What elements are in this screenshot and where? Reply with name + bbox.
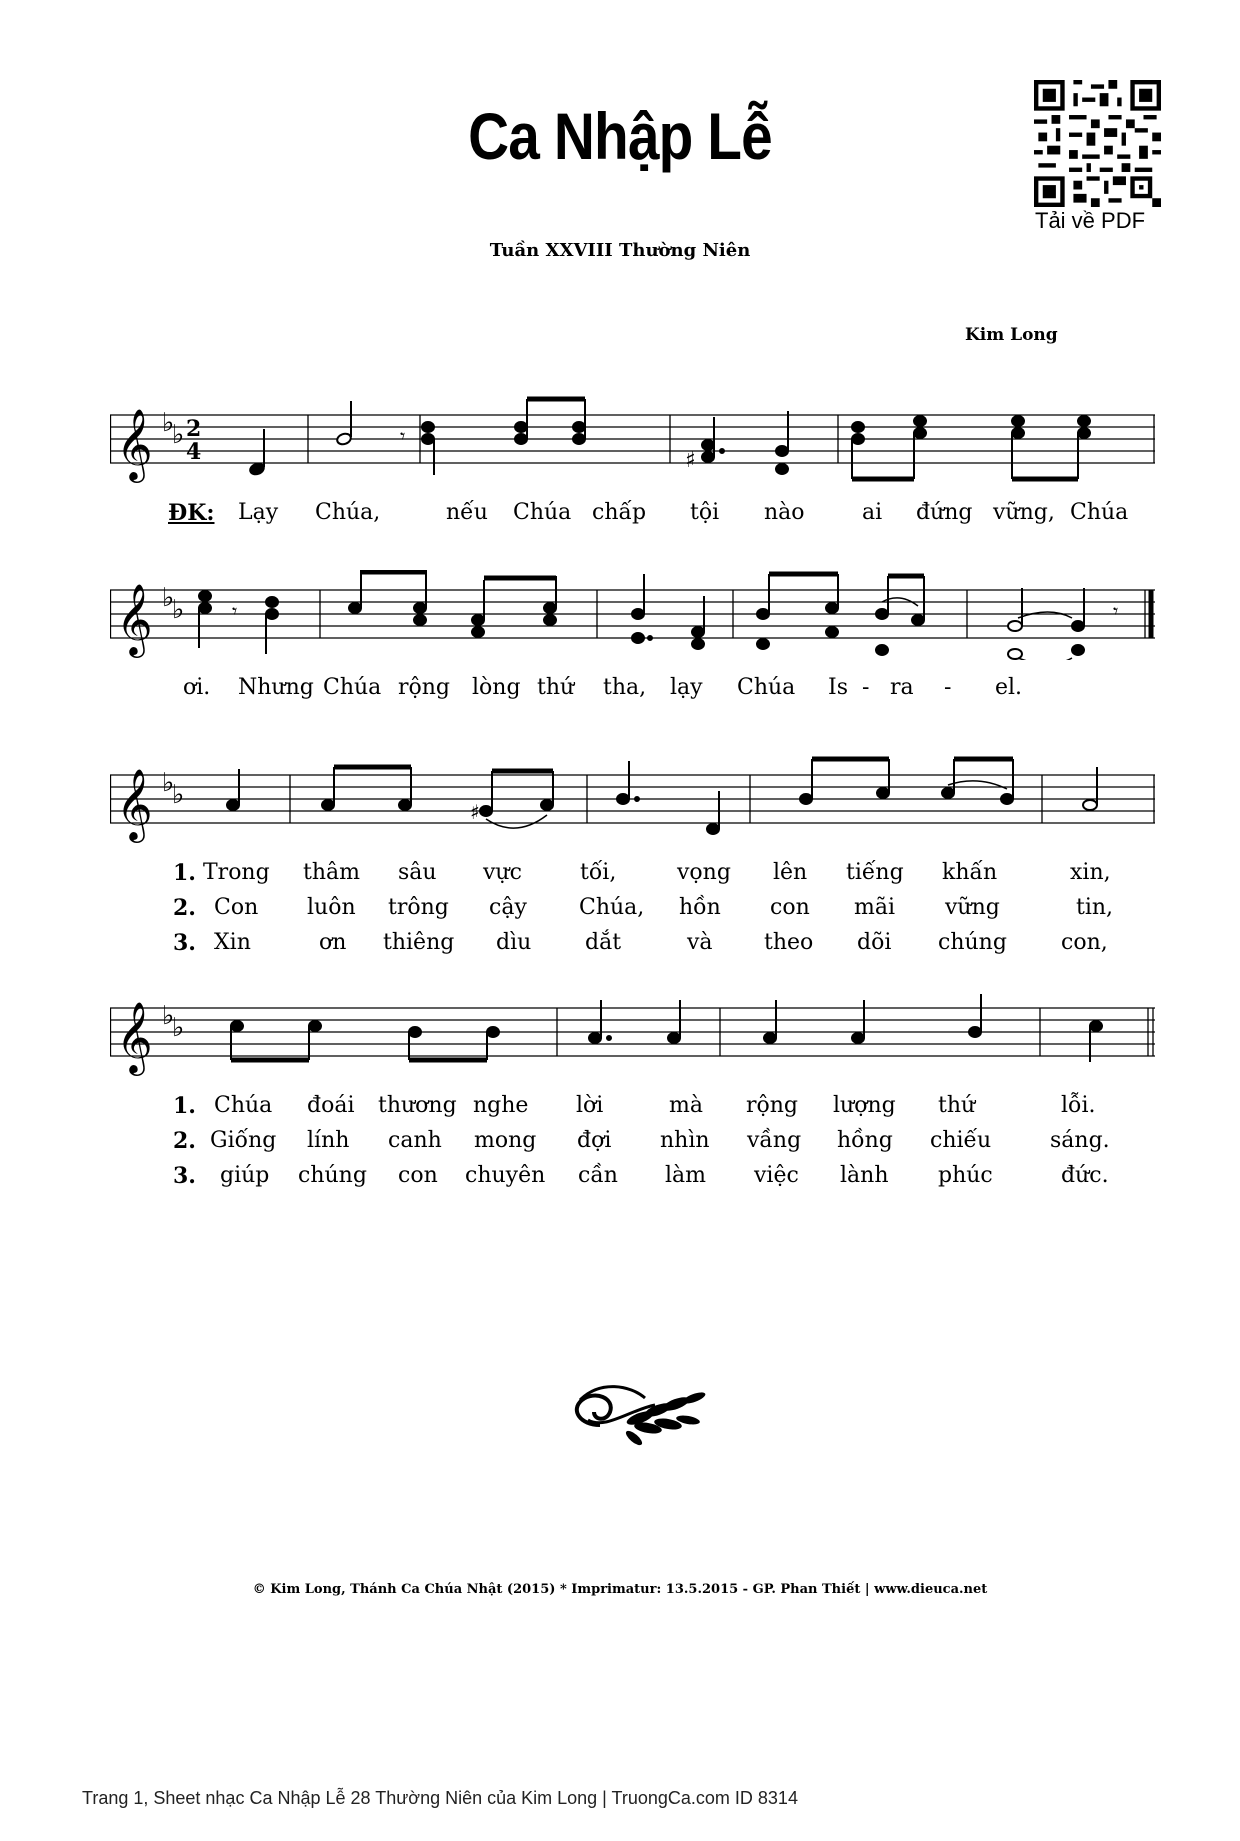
download-pdf-link[interactable]: Tải về PDF [1035,208,1146,233]
lyric-word: làm [665,1163,707,1188]
lyric-word: khấn [942,860,998,885]
qr-code-icon[interactable] [1034,80,1161,207]
staff-line-3 [110,755,1155,845]
lyric-word: Is [828,675,848,700]
verse-number: 2. [173,895,196,921]
staff-line-1 [110,395,1155,485]
lyric-word: mãi [854,895,896,920]
lyric-word: vững, [993,500,1055,525]
chorus-label: ĐK: [168,500,215,526]
lyric-word: rộng [746,1093,799,1118]
lyric-word: lời [576,1093,604,1118]
lyric-word: đứng [916,500,973,525]
lyric-word: hồng [837,1128,893,1153]
lyric-word: chúng [298,1163,367,1188]
lyric-word: chuyên [465,1163,546,1188]
lyric-word: ơn [319,930,347,955]
lyric-word: vực [483,860,522,885]
page-info: Trang 1, Sheet nhạc Ca Nhập Lễ 28 Thường Niên của Kim Long | TruongCa.com ID 8314 [82,1788,798,1808]
svg-text:♭: ♭ [172,420,185,450]
lyric-word: vững [945,895,1000,920]
ornament-icon [560,1380,720,1455]
lyric-word: luôn [307,895,356,920]
svg-text:𝄞: 𝄞 [116,1000,153,1073]
svg-text:𝄞: 𝄞 [116,767,153,840]
lyric-word: lính [307,1128,350,1153]
svg-text:♭: ♭ [162,768,175,798]
lyric-word: tội [690,500,720,525]
lyric-word: canh [388,1128,442,1153]
lyric-word: nghe [473,1093,529,1118]
lyric-word: lòng [472,675,521,700]
staff-line-2 [110,570,1155,660]
lyric-word: con [398,1163,438,1188]
lyric-word: lành [840,1163,889,1188]
lyric-word: hồn [679,895,721,920]
svg-text:♭: ♭ [162,583,175,613]
lyric-word: đợi [577,1128,612,1153]
svg-text:♭: ♭ [172,1013,185,1043]
lyric-word: sáng. [1050,1128,1110,1153]
lyric-word: thâm [303,860,360,885]
verse-number: 3. [173,1163,196,1189]
svg-text:♯: ♯ [470,800,480,824]
lyric-word: Nhưng [238,675,314,700]
lyric-word: theo [764,930,814,955]
lyric-word: tối, [580,860,617,885]
lyric-word: lên [773,860,808,885]
lyric-word: lỗi. [1061,1093,1096,1118]
lyric-word: đức. [1061,1163,1109,1188]
lyric-word: - [862,675,870,700]
lyric-word: sâu [398,860,437,885]
lyric-word: con [770,895,810,920]
lyric-word: Giống [210,1128,277,1153]
lyric-word: dìu [496,930,532,955]
verse-number: 1. [173,860,196,886]
lyric-word: Chúa [513,500,572,525]
lyric-word: el. [995,675,1023,700]
lyric-word: xin, [1070,860,1111,885]
lyric-word: thứ [537,675,575,700]
lyric-word: Chúa [1070,500,1129,525]
lyric-word: Xin [214,930,251,955]
lyric-word: ơi. [183,675,211,700]
lyric-word: cậy [489,895,527,920]
lyric-word: thứ [938,1093,976,1118]
song-subtitle: Tuần XXVIII Thường Niên [489,240,751,261]
lyric-word: tin, [1076,895,1114,920]
lyric-word: thương [378,1093,457,1118]
svg-text:♯: ♯ [685,448,696,473]
svg-text:𝄞: 𝄞 [116,407,153,480]
lyric-word: lượng [833,1093,896,1118]
lyric-word: thiêng [383,930,455,955]
verse-number: 2. [173,1128,196,1154]
svg-text:4: 4 [186,439,202,465]
lyric-word: tiếng [846,860,904,885]
svg-text:𝄞: 𝄞 [116,582,153,655]
verse-number: 3. [173,930,196,956]
lyric-word: rộng [398,675,451,700]
lyric-word: phúc [938,1163,993,1188]
lyric-word: chiếu [930,1128,992,1153]
svg-text:♭: ♭ [172,595,185,625]
svg-text:♭: ♭ [172,780,185,810]
lyric-word: dõi [857,930,892,955]
lyric-word: việc [754,1163,799,1188]
lyric-word: dắt [585,930,622,955]
lyric-word: - [944,675,952,700]
svg-text:♭: ♭ [162,408,175,438]
svg-text:♭: ♭ [162,1001,175,1031]
lyric-word: nếu [446,500,488,525]
staff-line-4 [110,988,1155,1078]
lyric-word: Chúa, [315,500,381,525]
lyric-word: Chúa [737,675,796,700]
lyric-word: Lạy [238,500,279,525]
lyric-word: lạy [670,675,703,700]
composer-name: Kim Long [965,325,1058,345]
lyric-word: trông [388,895,449,920]
lyric-word: chấp [592,500,647,525]
lyric-word: và [687,930,713,955]
lyric-word: ra [890,675,914,700]
lyric-word: cần [578,1163,618,1188]
svg-text:𝄾: 𝄾 [1113,599,1119,623]
lyric-word: Con [214,895,259,920]
lyric-word: vầng [747,1128,802,1153]
lyric-word: Chúa [323,675,382,700]
lyric-word: mà [669,1093,703,1118]
lyric-word: mong [474,1128,537,1153]
svg-text:2: 2 [186,416,202,442]
lyric-word: Chúa [214,1093,273,1118]
lyric-word: chúng [938,930,1007,955]
svg-text:𝄾: 𝄾 [232,599,238,623]
lyric-word: tha, [603,675,647,700]
lyric-word: nhìn [660,1128,710,1153]
lyric-word: nào [764,500,805,525]
song-title: Ca Nhập Lễ [468,99,772,173]
lyric-word: giúp [220,1163,270,1188]
lyric-word: Trong [203,860,270,885]
lyric-word: đoái [307,1093,355,1118]
lyric-word: vọng [677,860,731,885]
verse-number: 1. [173,1093,196,1119]
lyric-word: ai [862,500,883,525]
copyright-notice: © Kim Long, Thánh Ca Chúa Nhật (2015) * Imprimatur: 13.5.2015 - GP. Phan Thiết | www.dieuca.net [252,1582,988,1597]
svg-text:𝄾: 𝄾 [400,424,406,448]
lyric-word: Chúa, [579,895,645,920]
lyric-word: con, [1061,930,1108,955]
